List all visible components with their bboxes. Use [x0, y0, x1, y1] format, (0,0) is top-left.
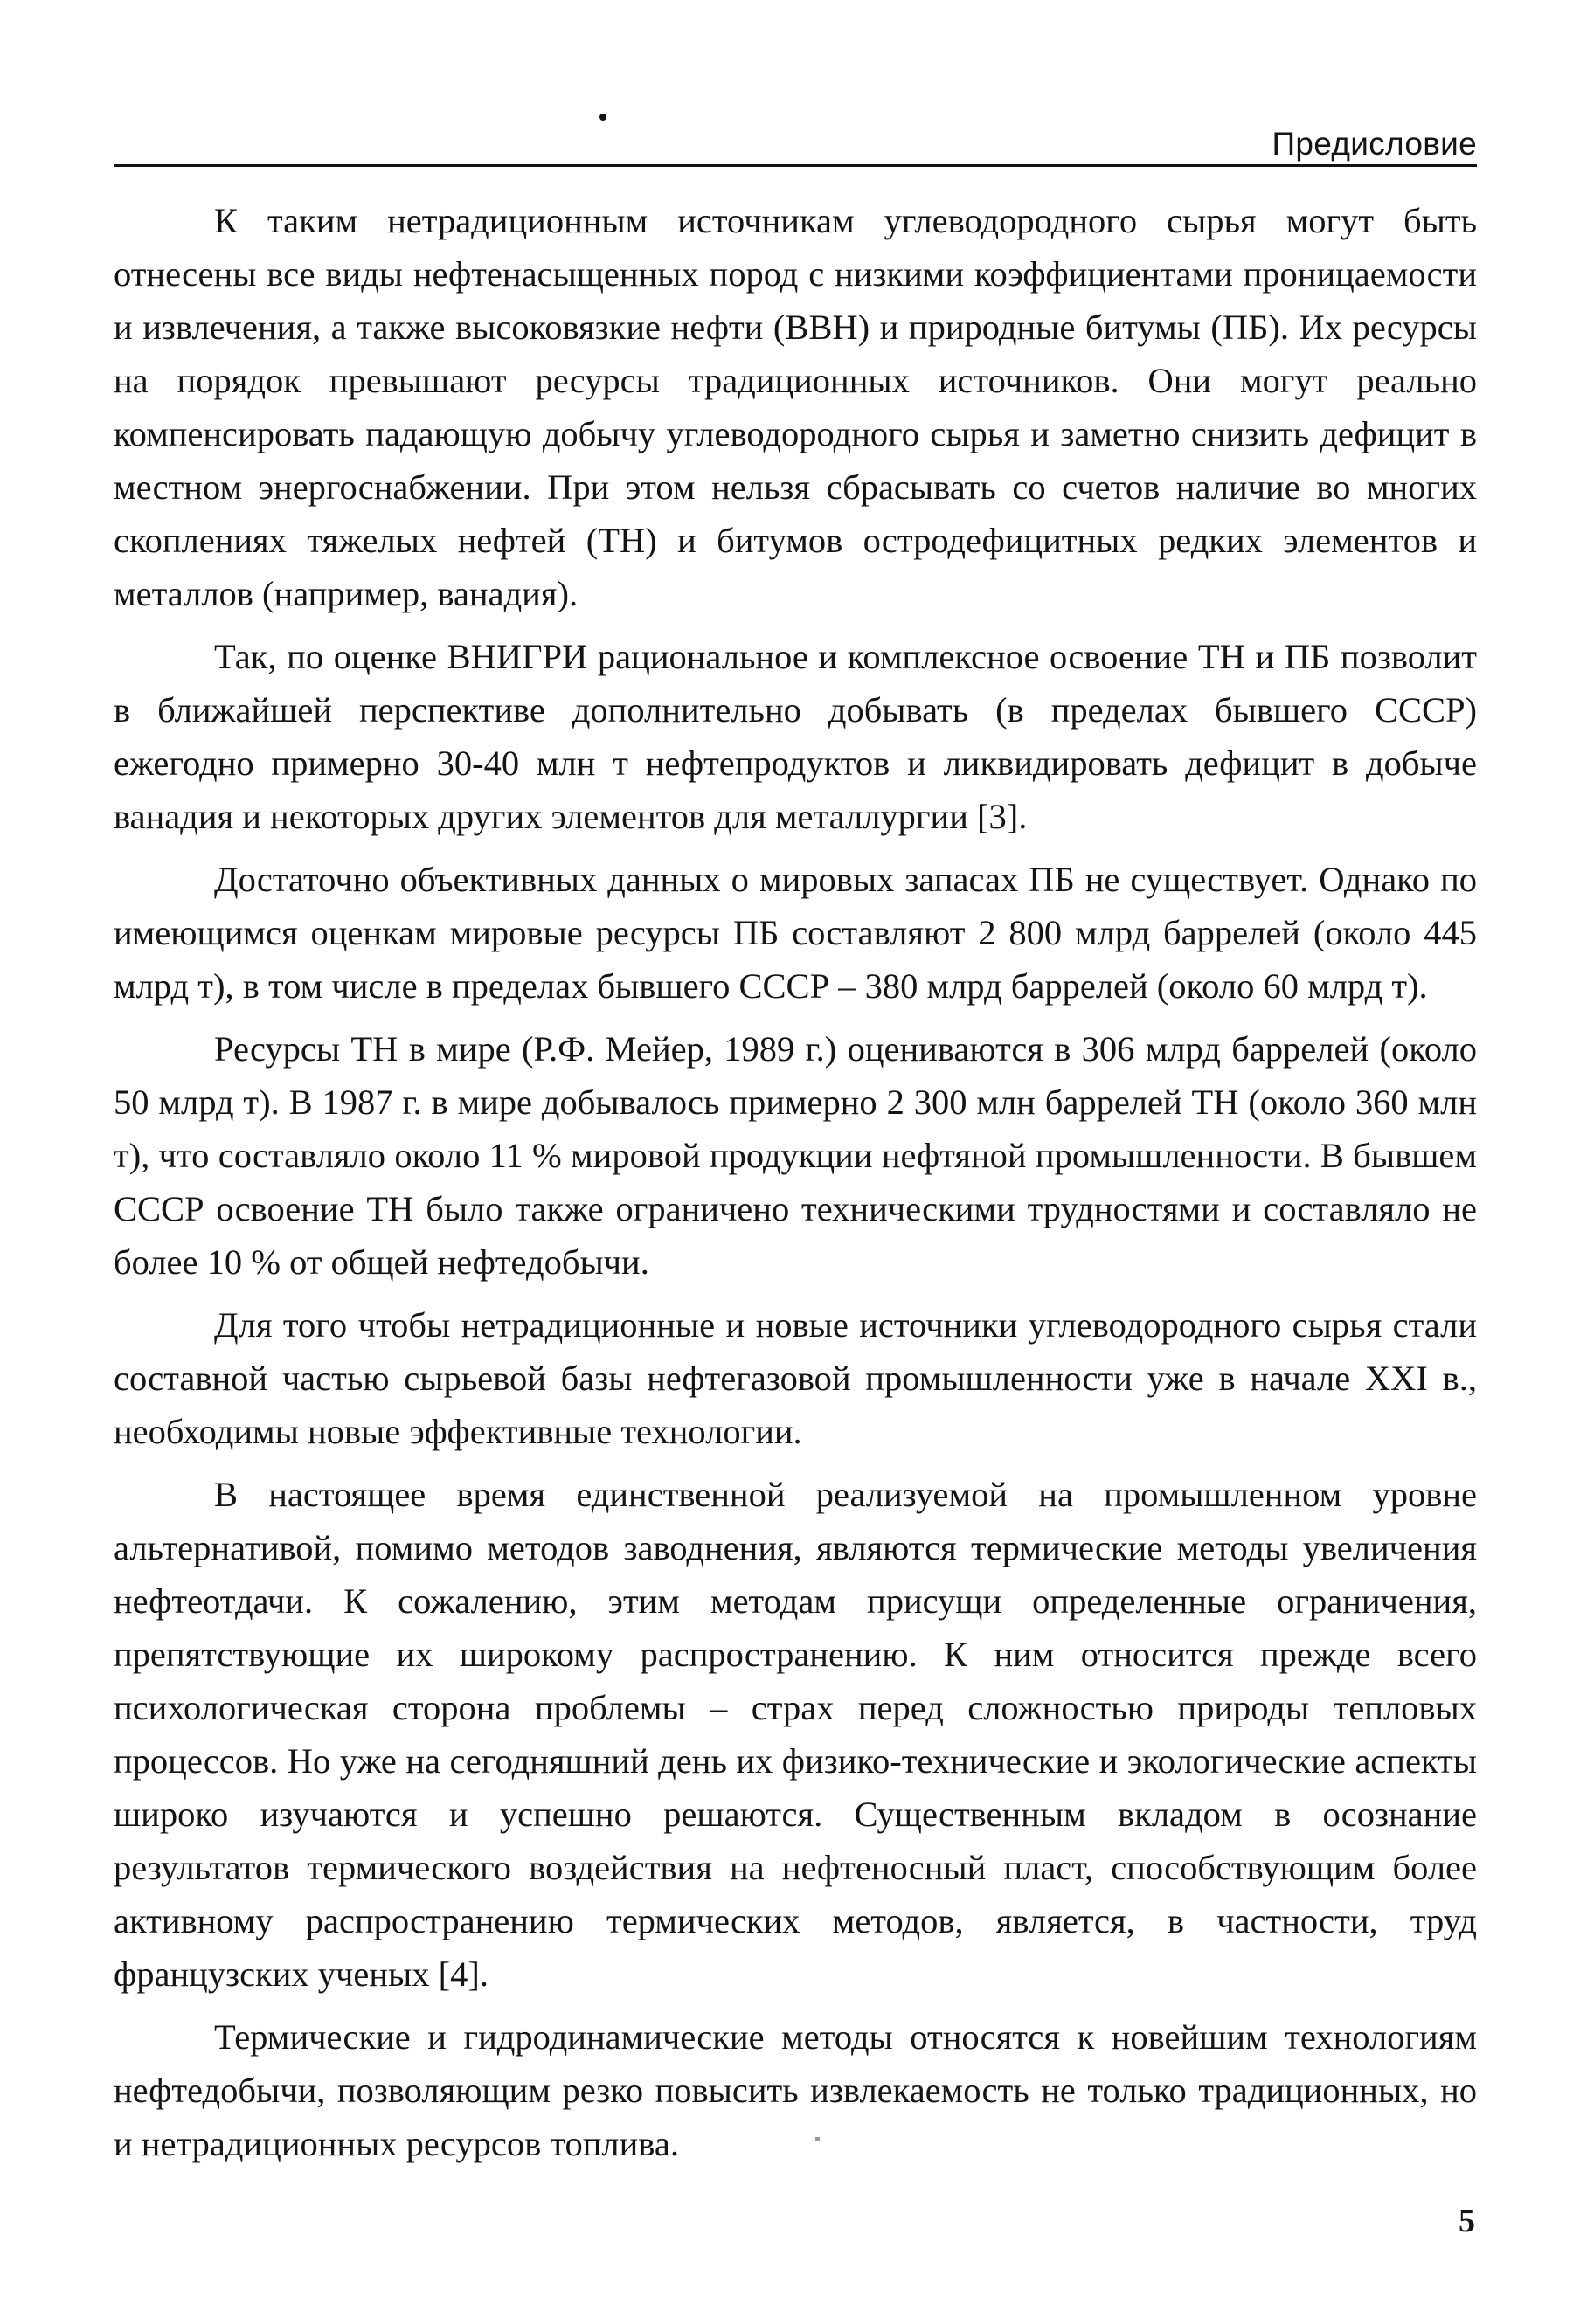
running-header — [114, 114, 1477, 168]
header-rule — [114, 164, 1477, 167]
section-title: Предисловие — [1272, 126, 1477, 162]
paragraph-4: Ресурсы ТН в мире (Р.Ф. Мейер, 1989 г.) оцениваются в 306 млрд баррелей (около 50 млрд т). В 1987 г. в мире добывалось примерно 2 300 млн баррелей ТН (около 360 млн т), что составляло около 11 % мировой продукции нефтяной промышленности. В бывшем СССР освоение ТН было также ограничено техническими трудностями и составляло не более 10 % от общей нефтедобычи. — [114, 1029, 1477, 1282]
paragraph-6: В настоящее время единственной реализуемой на промышленном уровне альтернативой, помимо методов заводнения, являются термические методы увеличения нефтеотдачи. К сожалению, этим методам присущи определенные ограничения, препятствующие их широкому распространению. К ним относится прежде всего психологическая сторона проблемы – страх перед сложностью природы тепловых процессов. Но уже на сегодняшний день их физико-технические и экологические аспекты широко изучаются и успешно решаются. Существенным вкладом в осознание результатов термического воздействия на нефтеносный пласт, способствующим более активному распространению термических методов, является, в частности, труд французских ученых [4]. — [114, 1475, 1477, 1994]
print-mark — [599, 114, 606, 121]
paragraph-7: Термические и гидродинамические методы относятся к новейшим технологиям нефтедобычи, позволяющим резко повысить извлекаемость не только традиционных, но и нетрадиционных ресурсов топлива. — [114, 2017, 1477, 2163]
main-text — [114, 194, 1477, 2180]
paragraph-1: К таким нетрадиционным источникам углеводородного сырья могут быть отнесены все виды нефтенасыщенных пород с низкими коэффициентами проницаемости и извлечения, а также высоковязкие нефти (ВВН) и природные битумы (ПБ). Их ресурсы на порядок превышают ресурсы традиционных источников. Они могут реально компенсировать падающую добычу углеводородного сырья и заметно снизить дефицит в местном энергоснабжении. При этом нельзя сбрасывать со счетов наличие во многих скоплениях тяжелых нефтей (ТН) и битумов остродефицитных редких элементов и металлов (например, ванадия). — [114, 201, 1477, 613]
paragraph-3: Достаточно объективных данных о мировых запасах ПБ не существует. Однако по имеющимся оценкам мировые ресурсы ПБ составляют 2 800 млрд баррелей (около 445 млрд т), в том числе в пределах бывшего СССР – 380 млрд баррелей (около 60 млрд т). — [114, 860, 1477, 1006]
page-number: 5 — [1459, 2203, 1475, 2239]
paragraph-2: Так, по оценке ВНИГРИ рациональное и комплексное освоение ТН и ПБ позволит в ближайшей перспективе дополнительно добывать (в пределах бывшего СССР) ежегодно примерно 30-40 млн т нефтепродуктов и ликвидировать дефицит в добыче ванадия и некоторых других элементов для металлургии [3]. — [114, 637, 1477, 836]
scan-speck — [815, 2137, 820, 2141]
paragraph-5: Для того чтобы нетрадиционные и новые источники углеводородного сырья стали составной частью сырьевой базы нефтегазовой промышленности уже в начале XXI в., необходимы новые эффективные технологии. — [114, 1305, 1477, 1451]
